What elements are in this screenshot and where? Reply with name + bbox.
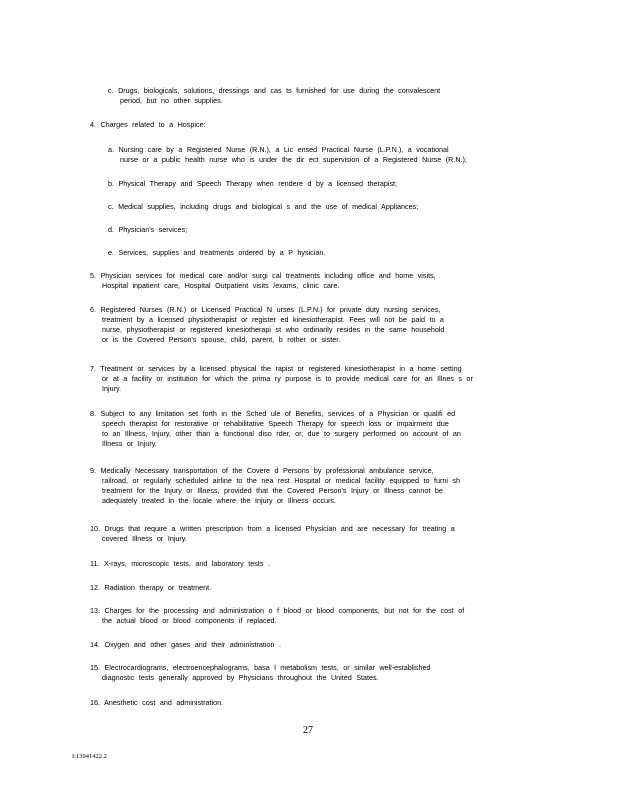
list-item: [108, 202, 548, 212]
text-line: 9. Medically Necessary transportation of the Covere d Persons by professional ambulance service,: [90, 466, 434, 475]
list-item: [90, 364, 550, 394]
text-line: covered Illness or Injury.: [102, 534, 187, 543]
list-item: [108, 248, 548, 258]
list-item: [108, 145, 548, 165]
list-item: [108, 179, 548, 189]
text-line: 6. Registered Nurses (R.N.) or Licensed Practical N urses (L.P.N.) for private duty nursing services,: [90, 305, 441, 314]
list-item: [90, 305, 550, 345]
text-line: 8. Subject to any limitation set forth in the Sched ule of Benefits, services of a Physician or qualifi ed: [90, 409, 456, 418]
text-line: c. Medical supplies, including drugs and biological s and the use of medical Appliances;: [108, 202, 419, 211]
text-line: 5. Physician services for medical care and/or surgi cal treatments including office and home visits,: [90, 271, 436, 280]
text-line: or at a facility or institution for which the prima ry purpose is to provide medical care for an Illnes s or: [102, 374, 473, 383]
list-item: [90, 559, 550, 569]
list-item: [90, 640, 550, 650]
text-line: to an Illness, Injury, other than a functional diso rder, or, due to surgery performed on account of an: [102, 429, 461, 438]
list-item: [90, 524, 550, 544]
text-line: a. Nursing care by a Registered Nurse (R.N.), a Lic ensed Practical Nurse (L.P.N.), a vocational: [108, 145, 449, 154]
text-line: nurse or a public health nurse who is under the dir ect supervision of a Registered Nurse (R.N.);: [120, 155, 467, 164]
list-item: [90, 698, 550, 708]
list-item: [90, 606, 550, 626]
text-line: nurse, physiotherapist or registered kinesiotherapi st who ordinarily resides in the same household: [102, 325, 445, 334]
text-line: c. Drugs, biologicals, solutions, dressings and cas ts furnished for use during the convalescent: [108, 86, 441, 95]
text-line: 12. Radiation therapy or treatment.: [90, 583, 212, 592]
text-line: d. Physician's services;: [108, 225, 188, 234]
list-item: [90, 663, 550, 683]
text-line: treatment by a licensed physiotherapist or register ed kinesiotherapist. Fees will not be paid to a: [102, 315, 444, 324]
text-line: railroad, or regularly scheduled airline to the nea rest Hospital or medical facility equipped to furni sh: [102, 476, 461, 485]
list-item: [90, 583, 550, 593]
list-item: [108, 225, 548, 235]
list-item: [108, 86, 548, 106]
text-line: diagnostic tests generally approved by Physicians throughout the United States.: [102, 673, 379, 682]
text-line: 13. Charges for the processing and administration o f blood or blood components, but not for the cost of: [90, 606, 465, 615]
list-item: [90, 120, 550, 130]
text-line: adequately treated in the locale where the Injury or Illness occurs.: [102, 496, 336, 505]
text-line: b. Physical Therapy and Speech Therapy when rendere d by a licensed therapist;: [108, 179, 398, 188]
list-item: [90, 271, 550, 291]
text-line: period, but no other supplies.: [120, 96, 223, 105]
text-line: Hospital inpatient care, Hospital Outpatient visits /exams, clinic care.: [102, 281, 340, 290]
text-line: 7. Treatment or services by a licensed physical the rapist or registered kinesiotherapist in a home setting: [90, 364, 462, 373]
text-line: or is the Covered Person's spouse, child, parent, b rother or sister.: [102, 335, 341, 344]
text-line: 4. Charges related to a Hospice:: [90, 120, 206, 129]
text-line: 14. Oxygen and other gases and their administration .: [90, 640, 282, 649]
text-line: 10. Drugs that require a written prescription from a licensed Physician and are necessary for treating a: [90, 524, 455, 533]
text-line: 16. Anesthetic cost and administration.: [90, 698, 224, 707]
text-line: treatment for the Injury or Illness, provided that the Covered Person's Injury or Illness cannot be: [102, 486, 443, 495]
text-line: the actual blood or blood components if replaced.: [102, 616, 277, 625]
text-line: 11. X-rays, microscopic tests, and laboratory tests .: [90, 559, 270, 568]
page-number: 27: [303, 725, 313, 736]
text-line: Injury.: [102, 384, 122, 393]
document-id: I:13941422.2: [72, 753, 107, 760]
list-item: [90, 466, 550, 506]
text-line: Illness or Injury.: [102, 439, 157, 448]
text-line: 15. Electrocardiograms, electroencephalograms, basa l metabolism tests, or similar well-established: [90, 663, 431, 672]
text-line: e. Services, supplies and treatments ordered by a P hysician.: [108, 248, 326, 257]
text-line: speech therapist for restorative or rehabilitative Speech Therapy for speech loss or impairment due: [102, 419, 449, 428]
list-item: [90, 409, 550, 449]
